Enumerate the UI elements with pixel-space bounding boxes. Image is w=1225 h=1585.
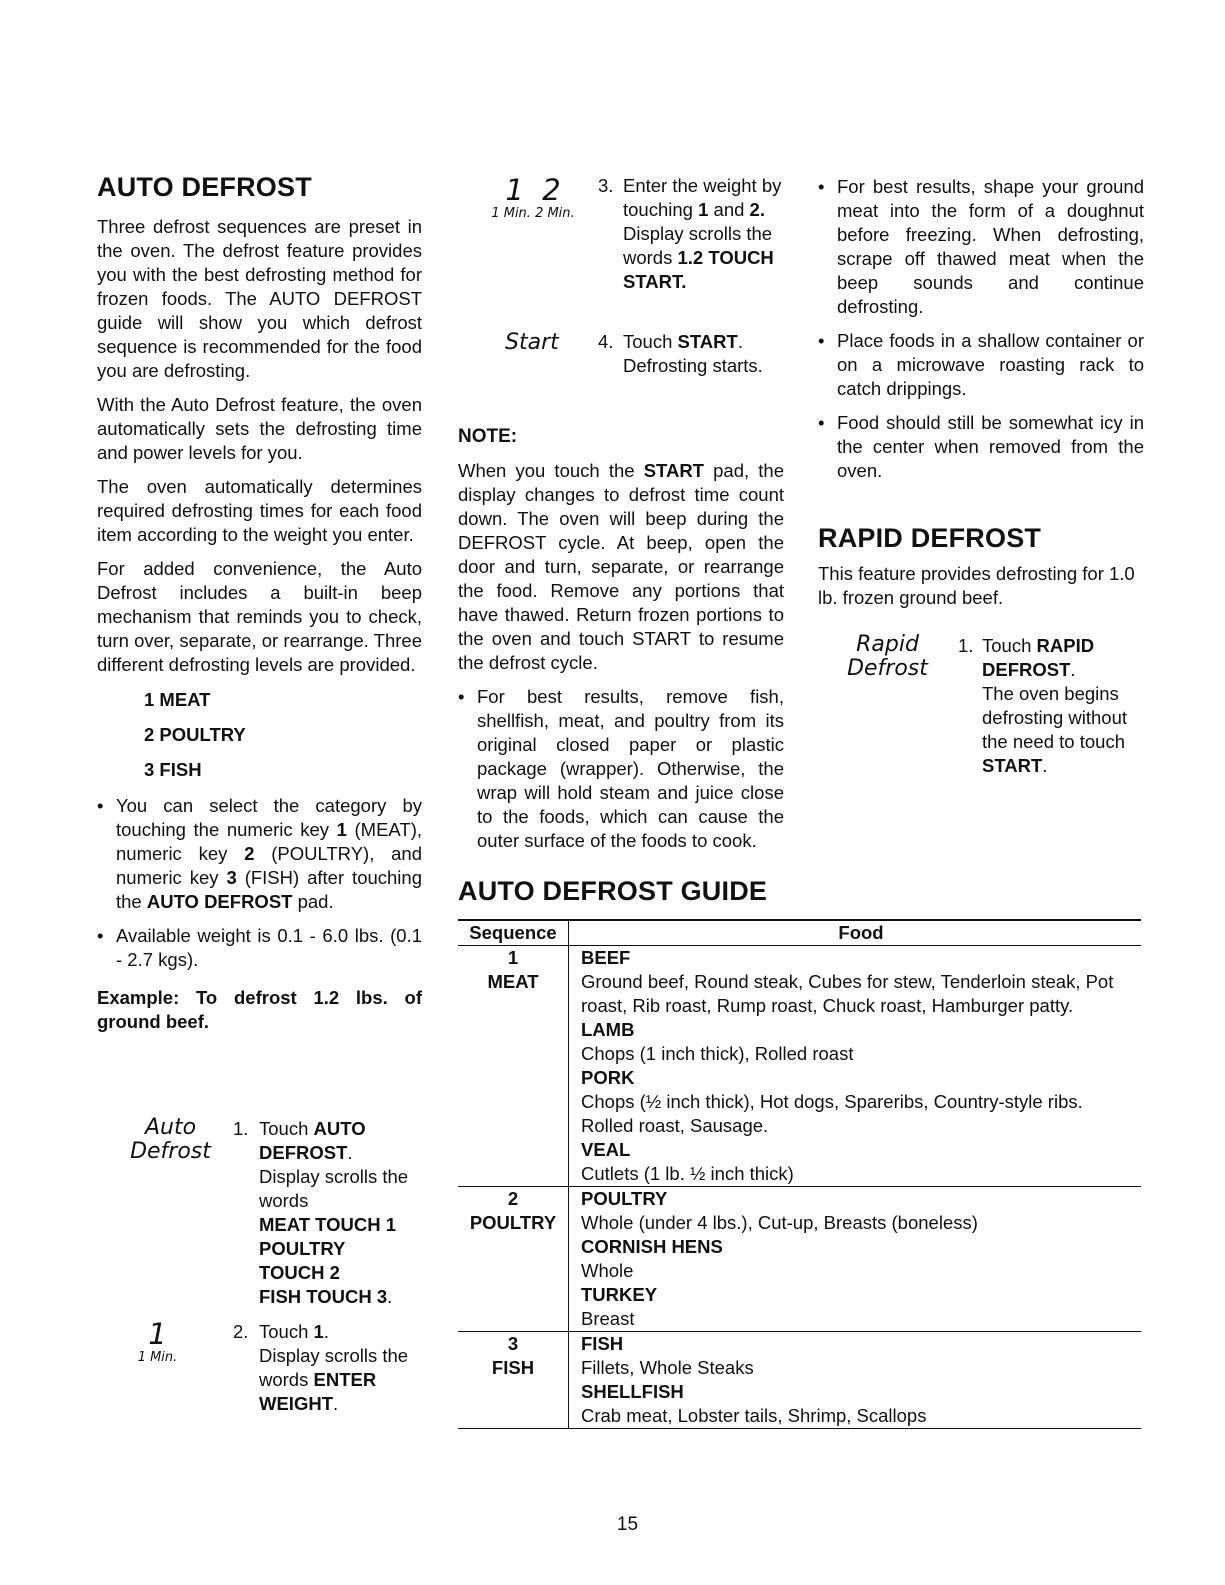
table-header-row: [458, 920, 1141, 946]
level-item: 3 FISH: [144, 759, 202, 780]
food-cell: BEEF Ground beef, Round steak, Cubes for stew, Tenderloin steak, Pot roast, Rib roast, Rump roast, Chuck roast, Hamburger patty. LAMB Chops (1 inch thick), Rolled roast PORK Chops (½ inch thick), Hot dogs, Spareribs, Country-style ribs. Rolled roast, Sausage. VEAL Cutlets (1 lb. ½ inch thick): [569, 946, 1142, 1187]
wrapper-bullet: • For best results, remove fish, shellfish, meat, and poultry from its original closed paper or plastic package (wrapper). Otherwise, the wrap will hold steam and juice close to the foods, which can cause the outer surface of the foods to cook.: [458, 685, 784, 853]
container-bullet: • Place foods in a shallow container or on a microwave roasting rack to catch drippings.: [818, 329, 1144, 401]
category-bullet: • You can select the category by touching the numeric key 1 (MEAT), numeric key 2 (POULTRY), and numeric key 3 (FISH) after touching the AUTO DEFROST pad.: [97, 794, 422, 914]
step-4: 4. Touch START. Defrosting starts.: [598, 331, 763, 376]
table-row: [458, 946, 1141, 1187]
food-cell: POULTRY Whole (under 4 lbs.), Cut-up, Breasts (boneless) CORNISH HENS Whole TURKEY Breast: [569, 1187, 1142, 1332]
numeric-key-1: 1 1 Min.: [137, 1317, 178, 1365]
step-3: 3. Enter the weight by touching 1 and 2. Display scrolls the words 1.2 TOUCH START.: [598, 175, 782, 292]
table-row: [458, 1187, 1141, 1332]
rapid-step-1: 1. Touch RAPID DEFROST. The oven begins defrosting without the need to touch START.: [958, 635, 1128, 776]
food-header: Food: [569, 920, 1142, 946]
feature-paragraph: With the Auto Defrost feature, the oven automatically sets the defrosting time and power levels for you.: [97, 394, 422, 463]
defrost-levels: [97, 688, 422, 782]
table-row: [458, 1332, 1141, 1429]
page-number: 15: [616, 1514, 639, 1535]
step-1: 1. Touch AUTO DEFROST. Display scrolls the words MEAT TOUCH 1 POULTRY TOUCH 2 FISH TOUCH 3.: [233, 1118, 409, 1307]
rapid-defrost-title: RAPID DEFROST: [818, 523, 1042, 553]
note-paragraph: When you touch the START pad, the display changes to defrost time count down. The oven will beep during the DEFROST cycle. At beep, open the door and turn, separate, or rearrange the food. Remove any portions that have thawed. Return frozen portions to the oven and touch START to resume the defrost cycle.: [458, 460, 784, 673]
note-title: NOTE:: [458, 426, 518, 447]
auto-defrost-guide-table: [458, 919, 1141, 1429]
doughnut-bullet: • For best results, shape your ground meat into the form of a doughnut before freezing. When defrosting, scrape off thawed meat when the beep sounds and continue defrosting.: [818, 175, 1144, 319]
auto-defrost-title: AUTO DEFROST: [97, 172, 312, 202]
intro-paragraph: Three defrost sequences are preset in the oven. The defrost feature provides you with the best defrosting method for frozen foods. The AUTO DEFROST guide will show you which defrost sequence is recommended for the food you are defrosting.: [97, 216, 422, 381]
example-heading: Example: To defrost 1.2 lbs. of ground beef.: [97, 987, 422, 1032]
note-section: [458, 425, 784, 853]
weight-bullet: • Available weight is 0.1 - 6.0 lbs. (0.1 - 2.7 kgs).: [97, 924, 422, 972]
level-item: 1 MEAT: [144, 689, 211, 710]
beep-paragraph: For added convenience, the Auto Defrost includes a built-in beep mechanism that reminds you to check, turn over, separate, or rearrange. Three different defrosting levels are provided.: [97, 558, 422, 675]
sequence-header: Sequence: [458, 920, 569, 946]
start-key-label: Start: [505, 330, 559, 355]
step-2: 2. Touch 1. Display scrolls the words ENTER WEIGHT.: [233, 1321, 409, 1414]
sequence-cell: 1 MEAT: [458, 946, 569, 1187]
auto-defrost-key-label: Auto Defrost: [130, 1115, 211, 1164]
sequence-cell: 2 POULTRY: [458, 1187, 569, 1332]
level-item: 2 POULTRY: [144, 724, 246, 745]
guide-title: AUTO DEFROST GUIDE: [458, 876, 768, 906]
weight-paragraph: The oven automatically determines required defrosting times for each food item according to the weight you enter.: [97, 476, 422, 545]
rapid-defrost-key-label: Rapid Defrost: [847, 632, 928, 681]
right-column: [818, 175, 1144, 610]
left-column: [97, 172, 422, 1034]
numeric-keys-1-2: 1 2 1 Min. 2 Min.: [491, 173, 575, 221]
icy-bullet: • Food should still be somewhat icy in the center when removed from the oven.: [818, 411, 1144, 483]
sequence-cell: 3 FISH: [458, 1332, 569, 1429]
rapid-defrost-paragraph: This feature provides defrosting for 1.0 lb. frozen ground beef.: [818, 563, 1135, 608]
food-cell: FISH Fillets, Whole Steaks SHELLFISH Crab meat, Lobster tails, Shrimp, Scallops: [569, 1332, 1142, 1429]
